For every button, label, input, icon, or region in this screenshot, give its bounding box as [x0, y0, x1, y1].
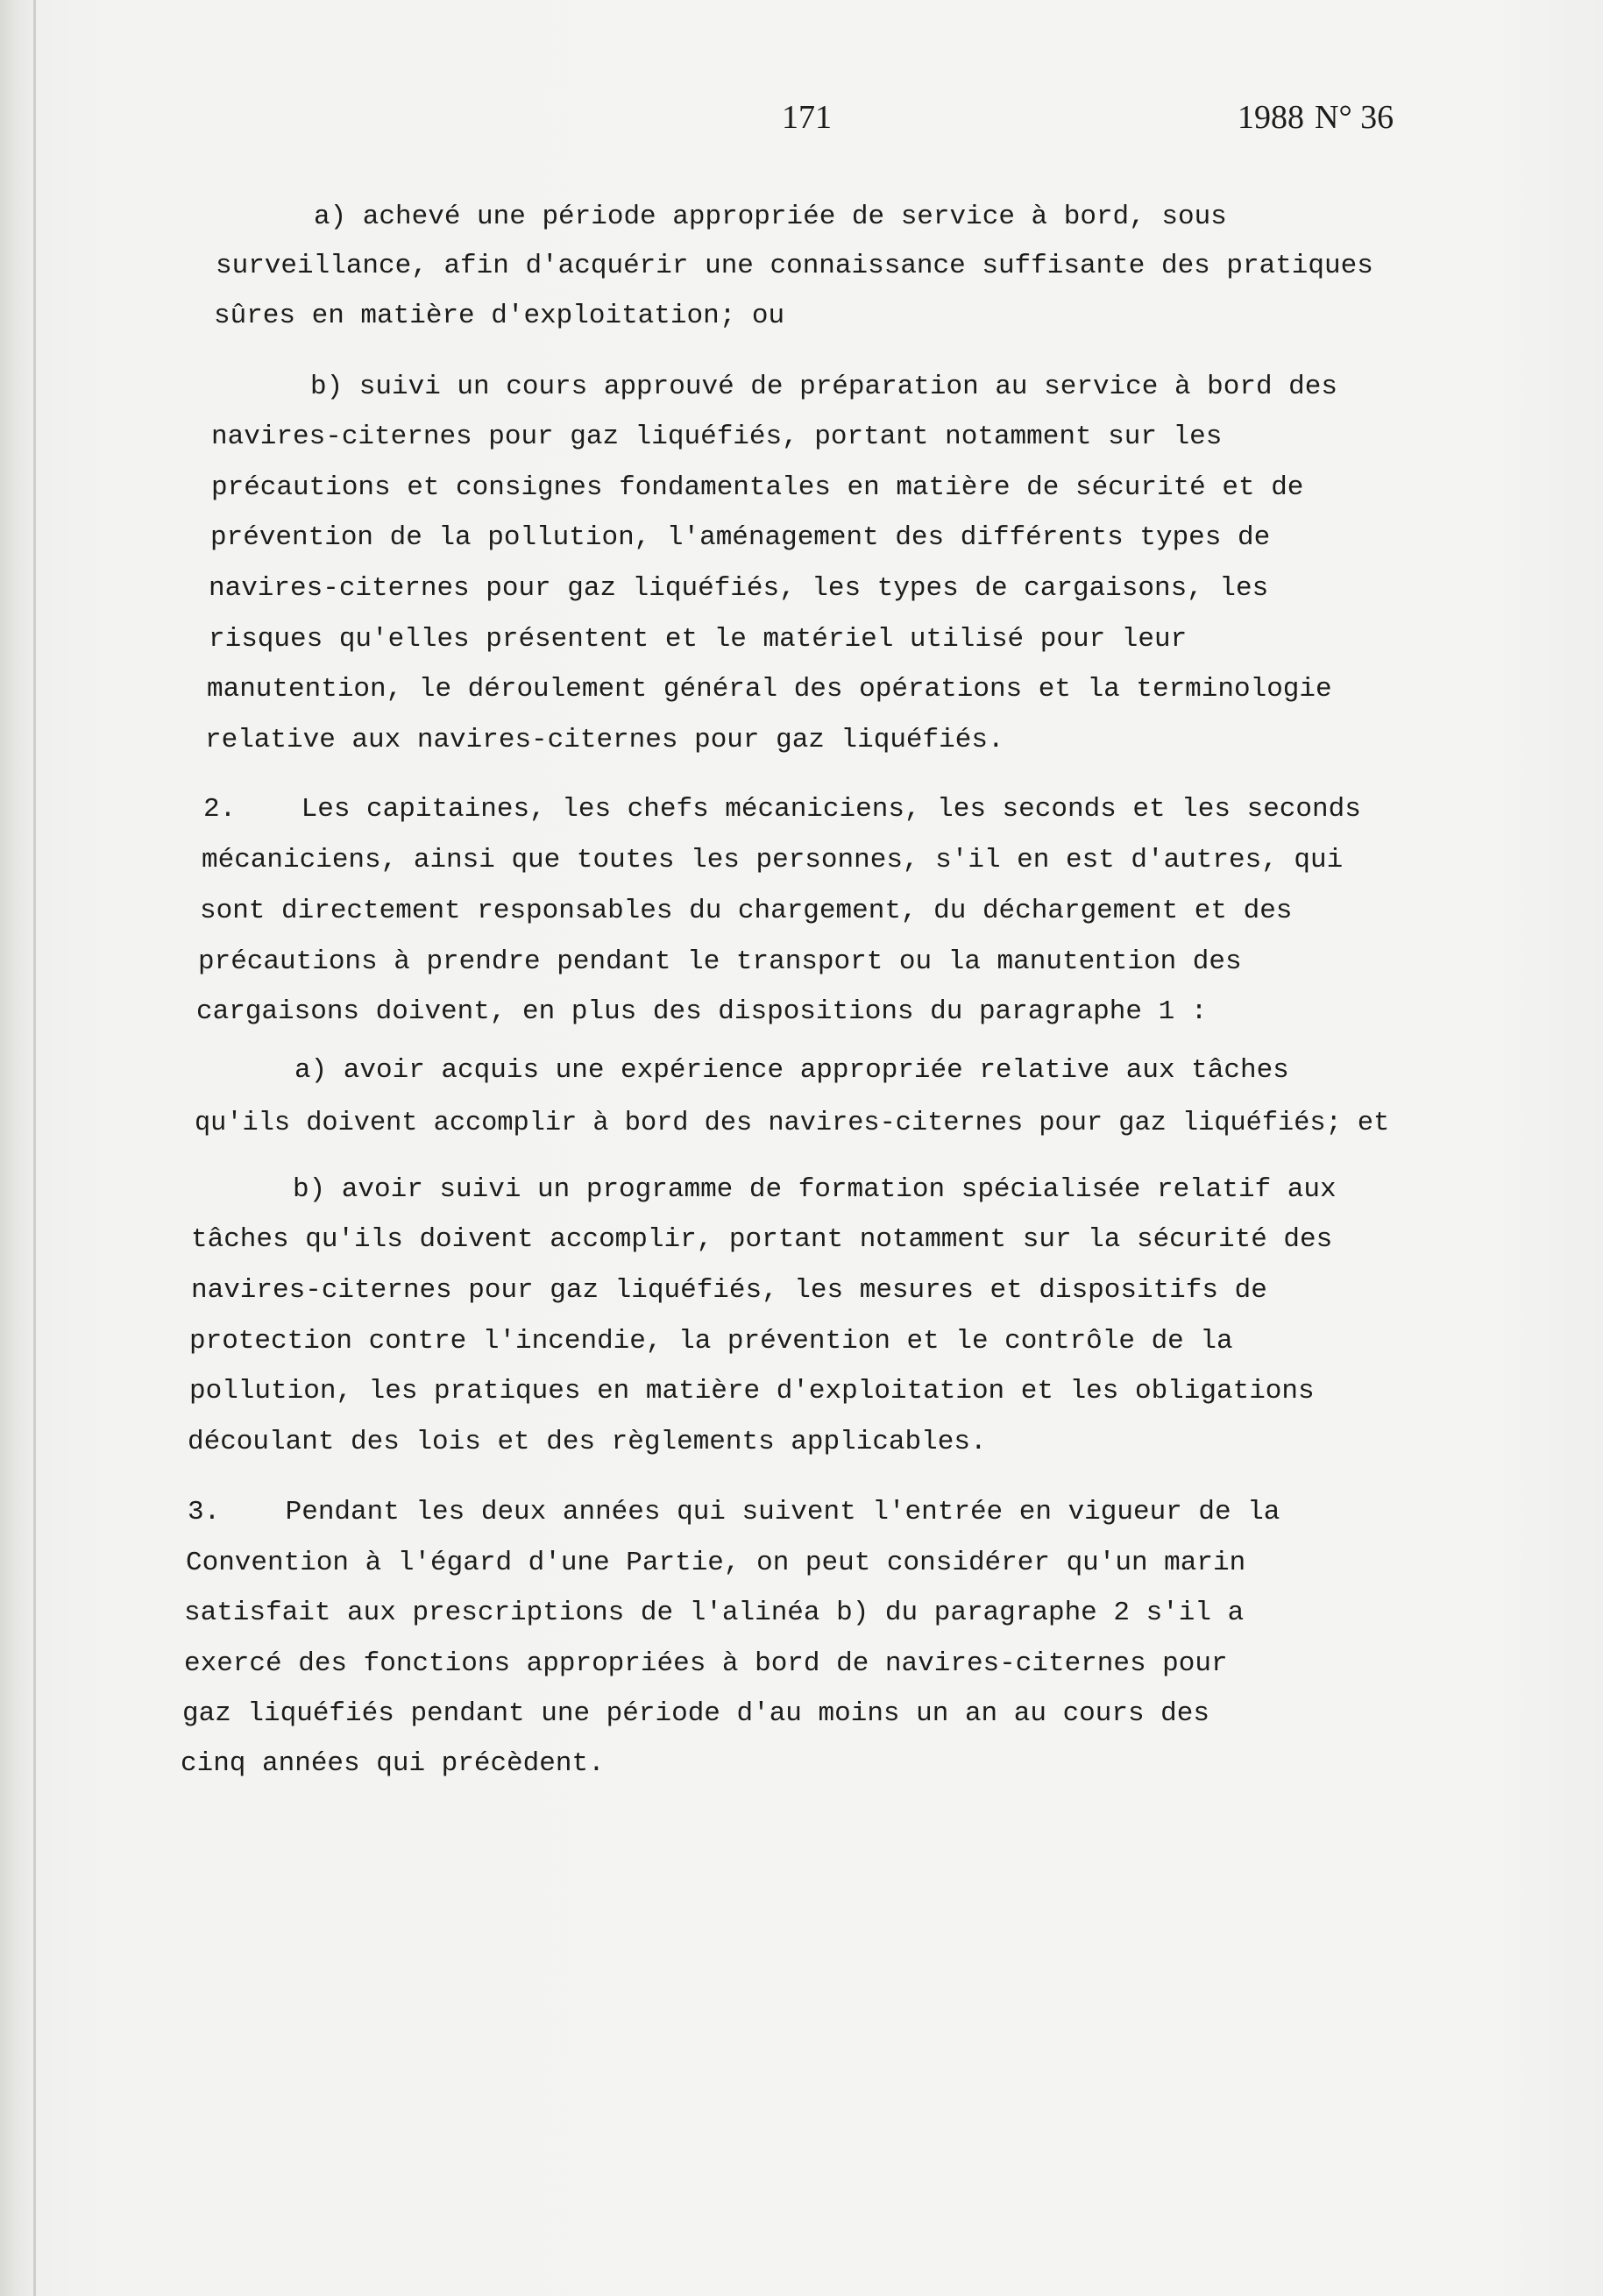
text-line: prévention de la pollution, l'aménagement des différents types de	[210, 522, 1271, 553]
text-line: cargaisons doivent, en plus des dispositions du paragraphe 1 :	[196, 996, 1208, 1027]
text-line: tâches qu'ils doivent accomplir, portant notamment sur la sécurité des	[191, 1224, 1333, 1255]
text-line: surveillance, afin d'acquérir une connaissance suffisante des pratiques	[216, 251, 1373, 281]
text-line: qu'ils doivent accomplir à bord des navires-citernes pour gaz liquéfiés; et	[195, 1108, 1390, 1138]
text-line: pollution, les pratiques en matière d'exploitation et les obligations	[189, 1376, 1315, 1407]
text-line: cinq années qui précèdent.	[181, 1748, 605, 1779]
text-line: Convention à l'égard d'une Partie, on peut considérer qu'un marin	[186, 1548, 1246, 1578]
text-line: b) avoir suivi un programme de formation spécialisée relatif aux	[293, 1174, 1337, 1205]
text-line: découlant des lois et des règlements applicables.	[188, 1427, 987, 1457]
text-line: satisfait aux prescriptions de l'alinéa b) du paragraphe 2 s'il a	[184, 1598, 1245, 1628]
text-line: sont directement responsables du chargement, du déchargement et des	[200, 896, 1293, 926]
text-line: mécaniciens, ainsi que toutes les personnes, s'il en est d'autres, qui	[202, 845, 1344, 875]
text-line: a) avoir acquis une expérience appropriée relative aux tâches	[294, 1055, 1289, 1086]
text-line: gaz liquéfiés pendant une période d'au moins un an au cours des	[182, 1698, 1209, 1729]
text-line: sûres en matière d'exploitation; ou	[214, 301, 785, 331]
text-line: exercé des fonctions appropriées à bord de navires-citernes pour	[184, 1648, 1228, 1679]
text-line: précautions à prendre pendant le transport ou la manutention des	[198, 946, 1242, 977]
text-line: 2. Les capitaines, les chefs mécaniciens, les seconds et les seconds	[203, 794, 1361, 825]
text-line: a) achevé une période appropriée de service à bord, sous	[314, 202, 1227, 232]
text-line: relative aux navires-citernes pour gaz liquéfiés.	[205, 725, 1004, 755]
text-line: navires-citernes pour gaz liquéfiés, les types de cargaisons, les	[209, 573, 1269, 604]
text-line: précautions et consignes fondamentales en matière de sécurité et de	[211, 472, 1304, 503]
text-line: 3. Pendant les deux années qui suivent l'entrée en vigueur de la	[188, 1497, 1280, 1527]
text-line: risques qu'elles présentent et le matériel utilisé pour leur	[209, 624, 1188, 655]
text-line: b) suivi un cours approuvé de préparation au service à bord des	[310, 372, 1337, 402]
page-binding-edge	[33, 0, 36, 2296]
text-line: navires-citernes pour gaz liquéfiés, les mesures et dispositifs de	[191, 1275, 1267, 1306]
text-line: protection contre l'incendie, la prévention et le contrôle de la	[189, 1326, 1233, 1357]
header-year: 1988	[1238, 99, 1304, 136]
page-number: 171	[782, 99, 832, 136]
text-line: navires-citernes pour gaz liquéfiés, portant notamment sur les	[211, 422, 1223, 452]
text-line: manutention, le déroulement général des opérations et la terminologie	[207, 674, 1332, 705]
header-issue: N° 36	[1315, 99, 1394, 136]
